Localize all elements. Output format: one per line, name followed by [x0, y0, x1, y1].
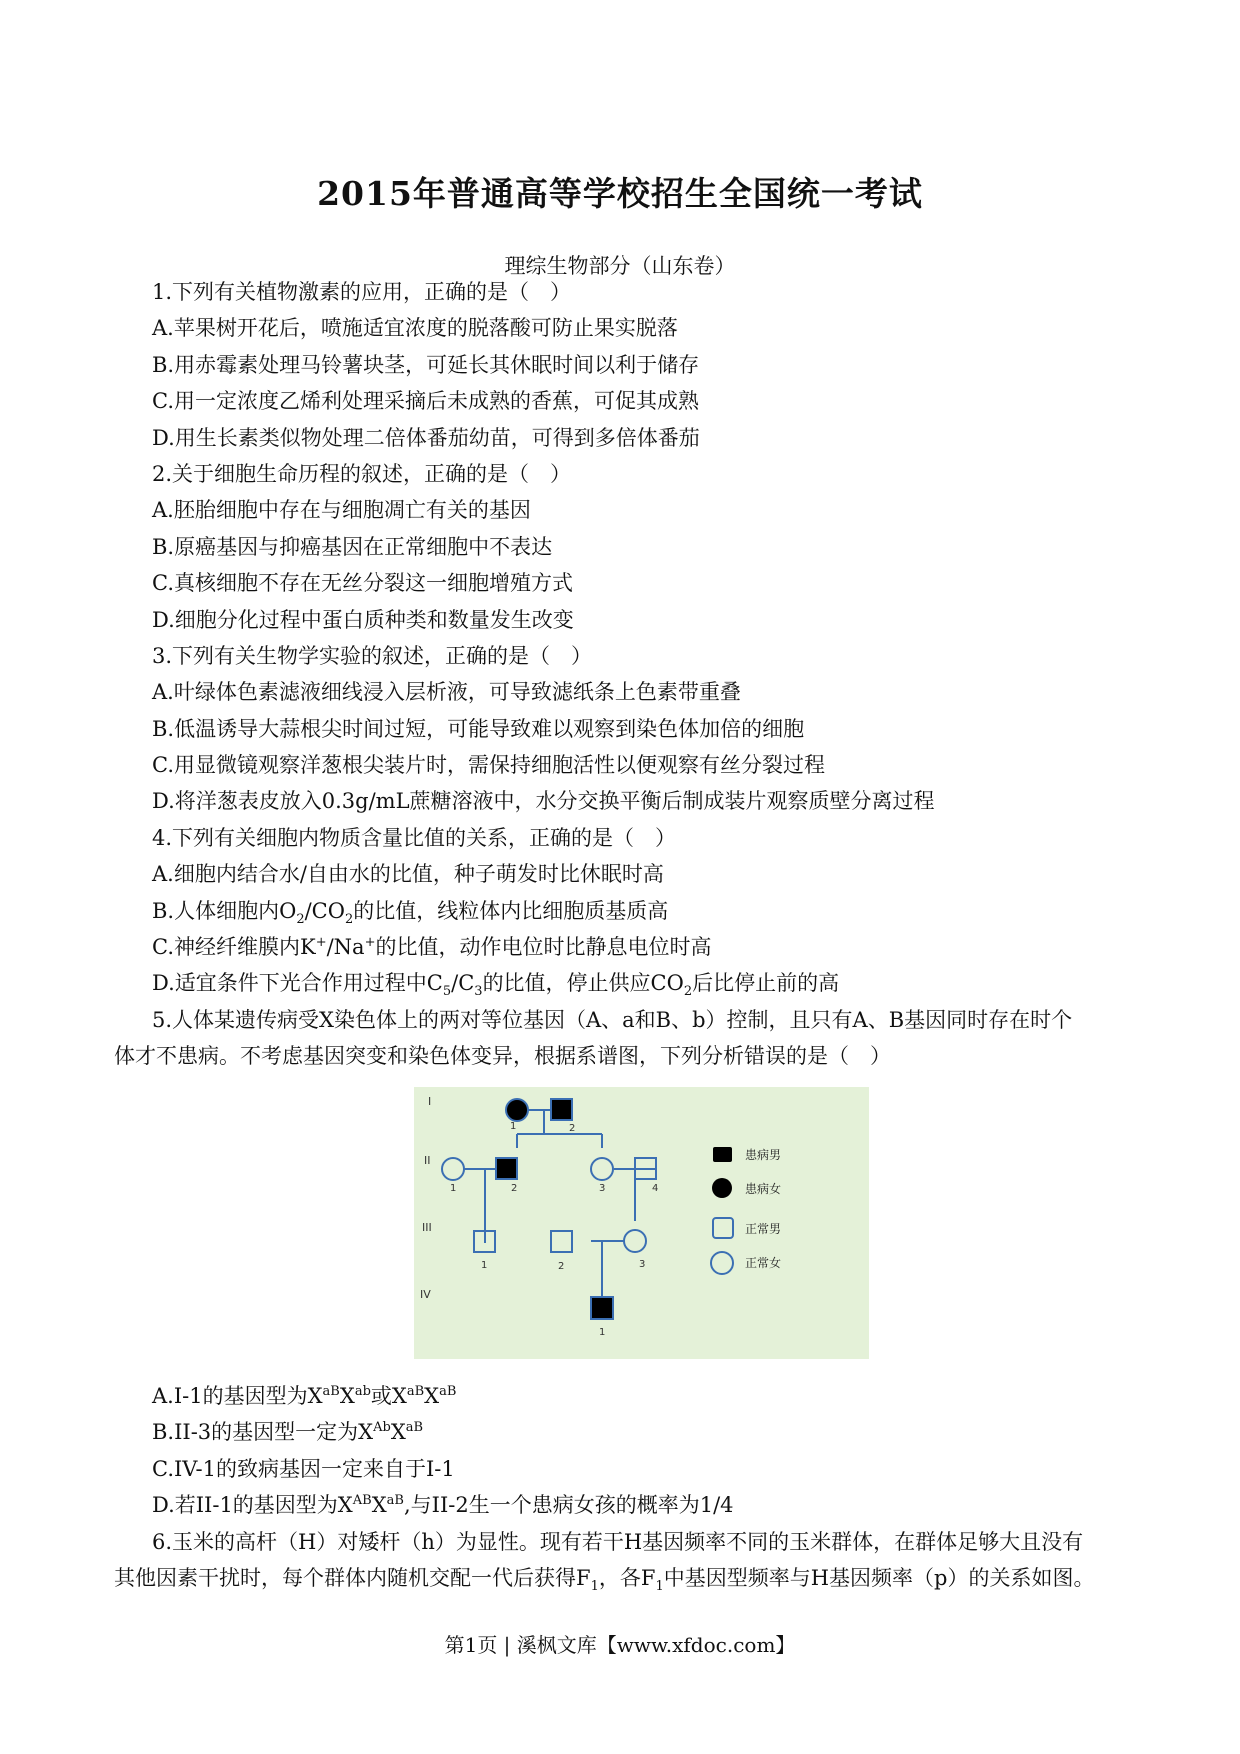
num-II4: 4	[652, 1183, 659, 1194]
normal-female-II3	[591, 1158, 613, 1180]
option-line: C.IV-1的致病基因一定来自于I-1	[152, 1456, 455, 1481]
num-II3: 3	[599, 1183, 606, 1194]
individual-numbers	[450, 1121, 658, 1338]
gen-label-III: III	[422, 1221, 432, 1234]
option-line: D.用生长素类似物处理二倍体番茄幼苗，可得到多倍体番茄	[152, 425, 700, 450]
question-5-options	[114, 1378, 1144, 1596]
option-line: B.人体细胞内$O_2/CO_2$的比值，线粒体内比细胞质基质高	[152, 898, 669, 927]
option-line: B.原癌基因与抑癌基因在正常细胞中不表达	[152, 534, 553, 559]
generation-labels	[420, 1095, 432, 1301]
legend-affected-male-label: 患病男	[745, 1148, 782, 1162]
option-line: D.若II-1的基因型为$X^{AB}X^{aB}$,与II-2生一个患病女孩的概率为1/4	[152, 1493, 734, 1518]
legend-normal-female-label: 正常女	[745, 1256, 782, 1270]
num-II1: 1	[450, 1183, 457, 1194]
option-line: B.II-3的基因型一定为$X^{Ab}X^{aB}$	[152, 1420, 424, 1445]
page-subtitle: 理综生物部分（山东卷）	[504, 254, 736, 278]
legend-normal-male-icon	[713, 1218, 733, 1238]
affected-female-I1	[506, 1099, 528, 1121]
num-III1: 1	[481, 1260, 488, 1271]
affected-male-I2	[551, 1099, 572, 1120]
question-line: 1.下列有关植物激素的应用，正确的是（ ）	[152, 280, 572, 304]
question-line: 4.下列有关细胞内物质含量比值的关系，正确的是（ ）	[152, 825, 677, 850]
num-IV1: 1	[599, 1327, 606, 1338]
num-III2: 2	[558, 1261, 565, 1272]
num-I2: 2	[569, 1123, 576, 1134]
normal-female-III3	[624, 1230, 646, 1252]
option-line: A.胚胎细胞中存在与细胞凋亡有关的基因	[152, 498, 531, 523]
legend-normal-male-label: 正常男	[745, 1222, 782, 1236]
legend	[711, 1147, 781, 1274]
questions-1-4	[114, 274, 1144, 1075]
option-line: D.适宜条件下光合作用过程中$C_5/C_3$的比值，停止供应$CO_2$后比停止前的高	[152, 971, 840, 1000]
option-line: A.苹果树开花后，喷施适宜浓度的脱落酸可防止果实脱落	[152, 316, 678, 341]
legend-normal-female-icon	[711, 1252, 733, 1274]
num-II2: 2	[511, 1183, 518, 1194]
gen-label-I: I	[428, 1095, 432, 1108]
page-footer: 第1页 | 溪枫文库【www.xfdoc.com】	[444, 1633, 796, 1657]
num-I1: 1	[510, 1121, 517, 1132]
option-line: C.用显微镜观察洋葱根尖装片时，需保持细胞活性以便观察有丝分裂过程	[152, 753, 825, 778]
legend-affected-male-icon	[713, 1147, 732, 1162]
option-line: B.低温诱导大蒜根尖时间过短，可能导致难以观察到染色体加倍的细胞	[152, 716, 805, 741]
question-line: 体才不患病。不考虑基因突变和染色体变异，根据系谱图，下列分析错误的是（ ）	[114, 1044, 891, 1069]
gen-label-IV: IV	[420, 1288, 431, 1301]
question-line: 其他因素干扰时，每个群体内随机交配一代后获得$F_1$，各$F_1$中基因型频率与H基因频率（p）的关系如图。	[114, 1565, 1095, 1595]
page-title: 2015年普通高等学校招生全国统一考试	[317, 174, 923, 213]
option-line: C.神经纤维膜内K+/Na+的比值，动作电位时比静息电位时高	[152, 935, 712, 960]
gen-label-II: II	[424, 1154, 431, 1167]
num-III3: 3	[639, 1259, 646, 1270]
option-line: C.用一定浓度乙烯利处理采摘后未成熟的香蕉，可促其成熟	[152, 389, 699, 414]
normal-female-II1	[442, 1158, 464, 1180]
option-line: A.细胞内结合水/自由水的比值，种子萌发时比休眠时高	[152, 862, 664, 887]
individuals	[442, 1099, 659, 1319]
question-line: 3.下列有关生物学实验的叙述，正确的是（ ）	[152, 643, 593, 668]
option-line: A.叶绿体色素滤液细线浸入层析液，可导致滤纸条上色素带重叠	[152, 680, 741, 705]
legend-affected-female-label: 患病女	[745, 1182, 782, 1196]
option-line: D.将洋葱表皮放入0.3g/mL蔗糖溶液中，水分交换平衡后制成装片观察质壁分离过程	[152, 789, 935, 814]
option-line: D.细胞分化过程中蛋白质种类和数量发生改变	[152, 607, 574, 632]
question-line: 6.玉米的高杆（H）对矮杆（h）为显性。现有若干H基因频率不同的玉米群体，在群体足够大且没有	[152, 1529, 1084, 1554]
option-line: C.真核细胞不存在无丝分裂这一细胞增殖方式	[152, 571, 573, 596]
pedigree-chart	[414, 1087, 869, 1359]
affected-male-IV1	[591, 1297, 613, 1319]
option-line: A.I-1的基因型为$X^{aB}X^{ab}$或$X^{aB}X^{aB}$	[152, 1384, 457, 1408]
normal-male-III2	[551, 1231, 572, 1252]
question-line: 5.人体某遗传病受X染色体上的两对等位基因（A、a和B、b）控制，且只有A、B基因同时存在时个	[152, 1007, 1073, 1032]
affected-male-II2	[496, 1158, 517, 1179]
legend-affected-female-icon	[712, 1178, 732, 1198]
question-line: 2.关于细胞生命历程的叙述，正确的是（ ）	[152, 461, 572, 486]
pedigree-svg	[414, 1087, 869, 1359]
option-line: B.用赤霉素处理马铃薯块茎，可延长其休眠时间以利于储存	[152, 352, 700, 377]
